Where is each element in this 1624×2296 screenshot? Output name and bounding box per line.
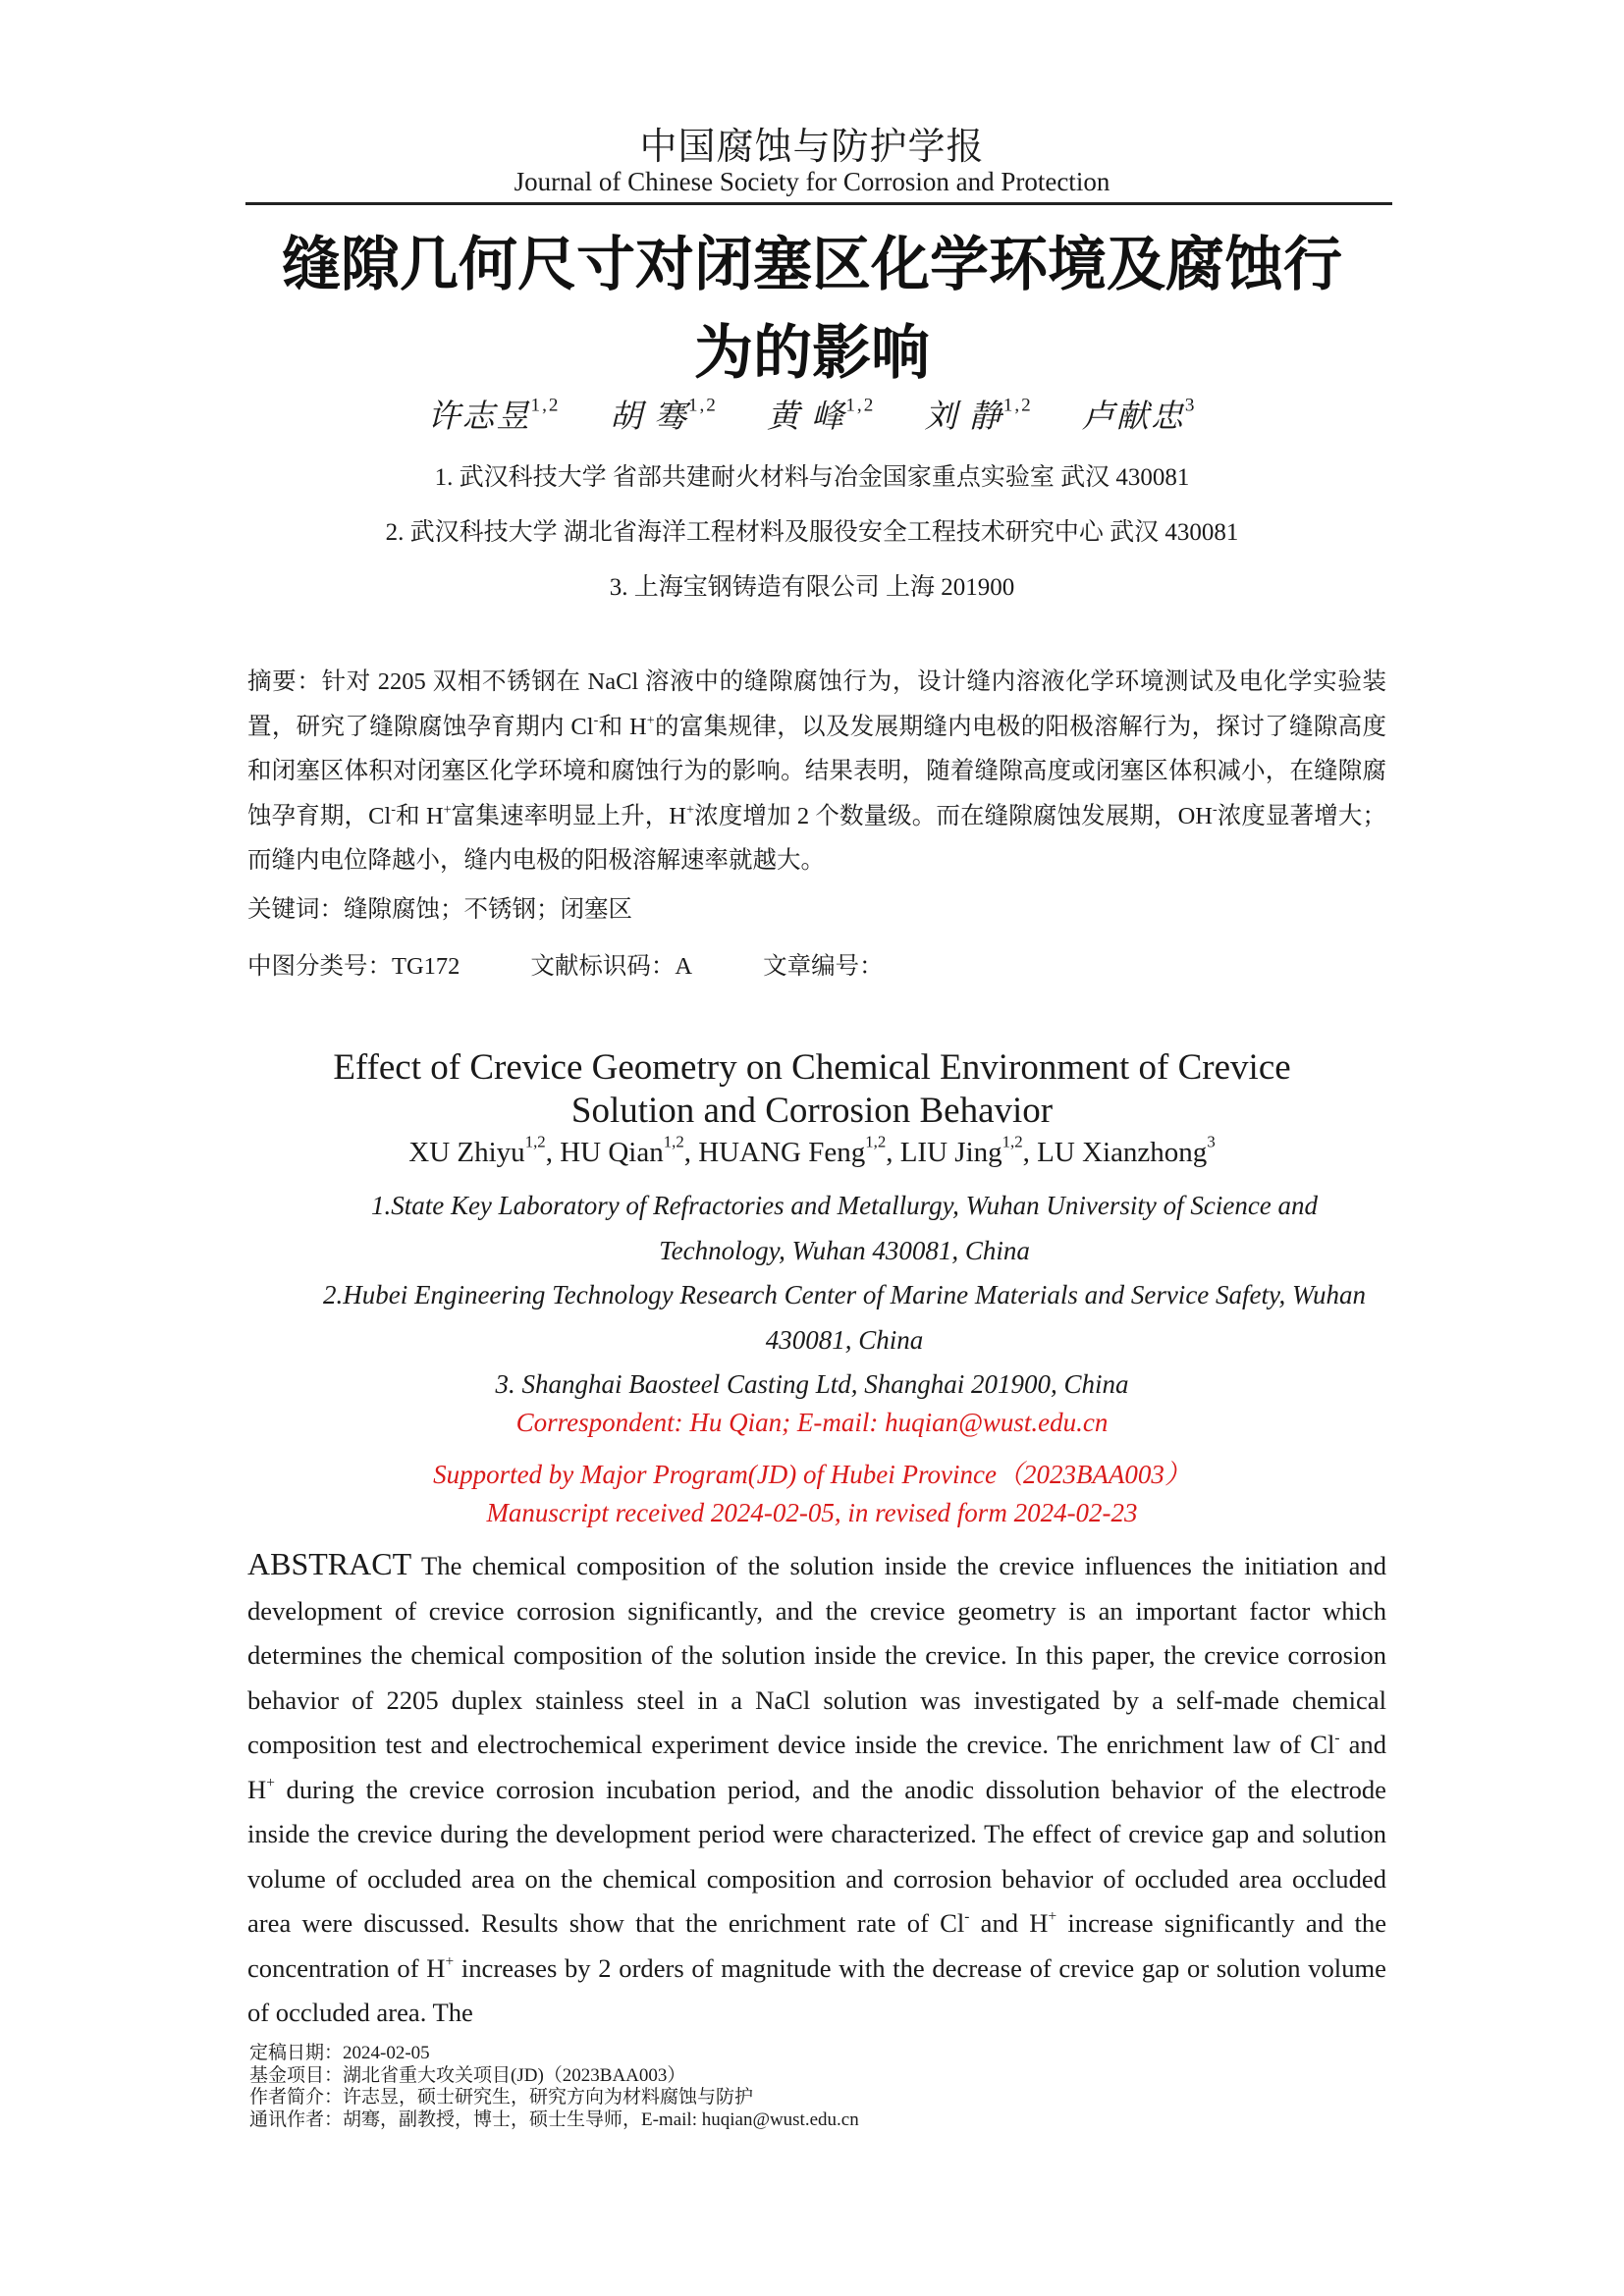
author-en: HUANG Feng$^{1,2}$, [698,1132,900,1168]
author-cn [924,395,1033,435]
paper-title-en-line1: Effect of Crevice Geometry on Chemical Environment of Crevice [333,1047,1291,1088]
correspondent-info: Correspondent: Hu Qian; E-mail: huqian@wust.edu.cn [515,1408,1109,1437]
affiliation-cn-3: 3. 上海宝钢铸造有限公司 上海 201900 [609,574,1015,601]
author-affil-sup: 1,2 [1002,395,1033,416]
keywords-cn [247,887,1386,933]
author-en: HU Qian$^{1,2}$, [560,1132,699,1168]
author-name: 胡 骞 [609,400,688,435]
affiliation-cn-1: 1. 武汉科技大学 省部共建耐火材料与冶金国家重点实验室 武汉 430081 [434,464,1190,491]
author-name: 许志昱 [427,400,531,435]
author-cn [767,395,876,435]
author-affil-sup: 1,2 [845,395,876,416]
footnotes [249,2043,1329,2131]
abstract-cn-label: 摘要： [247,668,322,695]
author-en: XU Zhiyu$^{1,2}$, [408,1132,561,1168]
clc-number: TG172 [392,953,460,980]
author-name: 卢献忠 [1081,400,1185,435]
paper-title-en-line2: Solution and Corrosion Behavior [570,1091,1054,1131]
abstract-cn: 摘要：针对 2205 双相不锈钢在 NaCl 溶液中的缝隙腐蚀行为，设计缝内溶液化学环境测试及电化学实验装置，研究了缝隙腐蚀孕育期内 Cl-和 H+的富集规律，以及发展期缝内电极的阳极溶解行为，探讨了缝隙高度和闭塞区体积对闭塞区化学环境和腐蚀行为的影响。结果表明，随着缝隙高度或闭塞区体积减小，在缝隙腐蚀孕育期，Cl-和 H+富集速率明显上升，H+浓度增加 2 个数量级。而在缝隙腐蚀发展期，OH-浓度显著增大；而缝内电位降越小，缝内电极的阳极溶解速率就越大。 [247,668,1387,874]
author-affil-sup: 1,2 [687,395,718,416]
author-en: LU Xianzhong$^3$ [1037,1132,1216,1168]
author-cn [427,395,561,435]
funding-info: Supported by Major Program(JD) of Hubei Province（2023BAA003） [433,1460,1191,1489]
keywords-value: 缝隙腐蚀；不锈钢；闭塞区 [344,896,632,923]
classification-line: 中图分类号：TG172 文献标识码：A 文章编号： [247,953,884,980]
affiliation-cn-2: 2. 武汉科技大学 湖北省海洋工程材料及服役安全工程技术研究中心 武汉 430081 [385,519,1239,546]
footnote-corresponding-author: 通讯作者：胡骞，副教授，博士，硕士生导师，E-mail: huqian@wust.edu.cn [249,2109,859,2130]
author-name: 刘 静 [924,400,1003,435]
article-number-label: 文章编号： [763,953,884,980]
affiliation-en-1: 1.State Key Laboratory of Refractories and Metallurgy, Wuhan University of Science and Technology, Wuhan 430081, China [370,1191,1319,1265]
abstract-en-label: ABSTRACT [247,1546,412,1581]
author-en: LIU Jing$^{1,2}$, [899,1132,1038,1168]
paper-title-cn-line1: 缝隙几何尺寸对闭塞区化学环境及腐蚀行 [282,231,1342,299]
author-cn [1081,395,1197,435]
footnote-funding: 基金项目：湖北省重大攻关项目(JD)（2023BAA003） [249,2064,686,2086]
manuscript-dates: Manuscript received 2024-02-05, in revised form 2024-02-23 [486,1498,1138,1527]
affiliation-en-3: 3. Shanghai Baosteel Casting Ltd, Shanghai 201900, China [495,1369,1129,1399]
affiliation-en-2: 2.Hubei Engineering Technology Research Center of Marine Materials and Service Safety, Wuhan 430081, China [322,1280,1367,1355]
abstract-en: ABSTRACT The chemical composition of the solution inside the crevice influences the initiation and development of crevice corrosion significantly, and the crevice geometry is an important factor which determines the chemical composition of the solution inside the crevice. In this paper, the crevice corrosion behavior of 2205 duplex stainless steel in a NaCl solution was investigated by a self-made chemical composition test and electrochemical experiment device inside the crevice. The enrichment law of Cl- and H+ during the crevice corrosion incubation period, and the anodic dissolution behavior of the electrode inside the crevice during the development period were characterized. The effect of crevice gap and solution volume of occluded area on the chemical composition and corrosion behavior of occluded area occluded area were discussed. Results show that the enrichment rate of Cl- and H+ increase significantly and the concentration of H+ increases by 2 orders of magnitude with the decrease of crevice gap or solution volume of occluded area. The [247,1546,1386,2027]
journal-title-cn: 中国腐蚀与防护学报 [639,127,985,168]
author-affil-sup: 3 [1184,395,1197,416]
journal-title-en: Journal of Chinese Society for Corrosion and Protection [514,167,1110,196]
author-list-en [0,1132,1624,1169]
author-cn [609,395,718,435]
header-divider [245,202,1392,205]
paper-title-cn-line2: 为的影响 [694,319,930,388]
footnote-received-date: 定稿日期：2024-02-05 [249,2043,430,2063]
author-name: 黄 峰 [767,400,846,435]
document-code: A [675,953,693,980]
footnote-author-bio: 作者简介：许志昱，硕士研究生，研究方向为材料腐蚀与防护 [249,2087,754,2108]
paper-title-en [0,1046,1624,1133]
author-list-cn [0,391,1624,437]
keywords-label: 关键词： [247,896,344,923]
author-affil-sup: 1,2 [530,395,561,416]
